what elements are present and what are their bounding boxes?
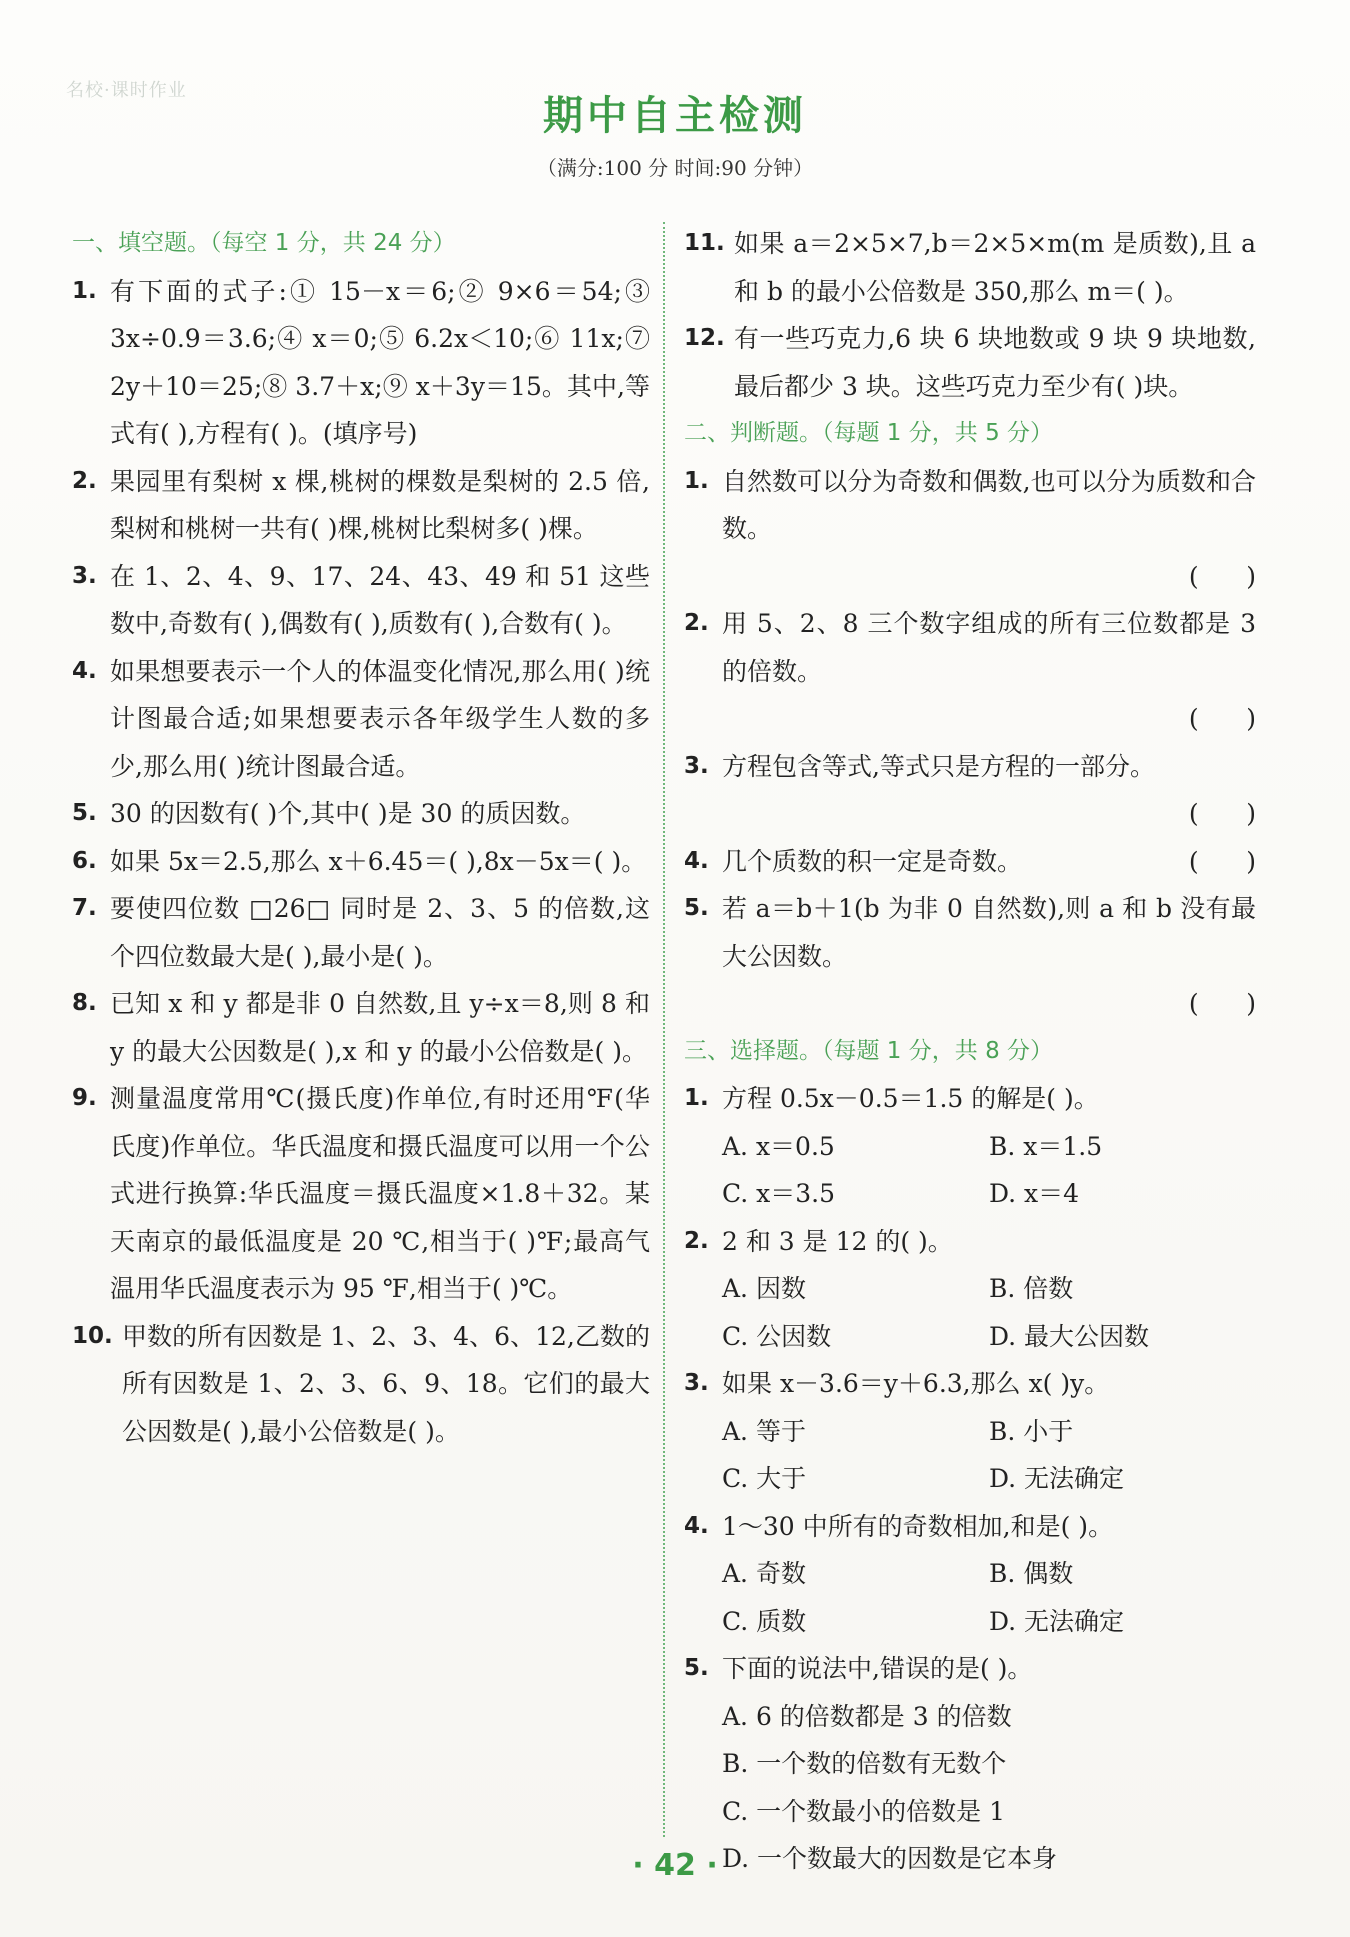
question-text: 如果 x－3.6＝y＋6.3,那么 x( )y。 xyxy=(722,1369,1110,1398)
left-column xyxy=(72,220,650,1455)
question-number: 4. xyxy=(684,847,709,874)
question-text: 甲数的所有因数是 1、2、3、4、6、12,乙数的所有因数是 1、2、3、6、9、18。它们的最大公因数是( ),最小公倍数是( )。 xyxy=(122,1321,650,1446)
judge-question-5 xyxy=(684,885,1256,1028)
option-c[interactable]: C. 大于 xyxy=(722,1464,807,1493)
answer-parentheses[interactable]: ( ) xyxy=(1188,989,1256,1018)
judge-statement: 若 a＝b＋1(b 为非 0 自然数),则 a 和 b 没有最大公因数。 xyxy=(722,894,1256,971)
question-number: 12. xyxy=(684,325,725,351)
choice-question-1 xyxy=(684,1075,1256,1218)
column-divider xyxy=(663,222,665,1837)
page-number: · 42 · xyxy=(632,1848,718,1883)
answer-parentheses[interactable]: ( ) xyxy=(1188,561,1256,591)
question-text: 如果想要表示一个人的体温变化情况,那么用( )统计图最合适;如果想要表示各年级学生人数的多少,那么用( )统计图最合适。 xyxy=(110,656,650,781)
option-a[interactable]: A. x＝0.5 xyxy=(722,1131,835,1161)
section-heading-fill: 一、填空题。（每空 1 分，共 24 分） xyxy=(72,230,456,256)
judge-statement: 用 5、2、8 三个数字组成的所有三位数都是 3 的倍数。 xyxy=(722,609,1256,686)
question-number: 3. xyxy=(72,562,97,589)
choice-question-3 xyxy=(684,1360,1256,1503)
question-number: 7. xyxy=(72,895,97,921)
question-text: 30 的因数有( )个,其中( )是 30 的质因数。 xyxy=(110,799,586,828)
fill-question-6 xyxy=(72,838,650,886)
question-number: 2. xyxy=(684,610,709,636)
option-c[interactable]: C. 公因数 xyxy=(722,1321,832,1351)
question-number: 4. xyxy=(684,1512,709,1539)
page-title: 期中自主检测 xyxy=(543,93,807,139)
option-c[interactable]: C. x＝3.5 xyxy=(722,1179,835,1208)
section-heading-judge: 二、判断题。（每题 1 分，共 5 分） xyxy=(684,420,1054,446)
right-column xyxy=(684,220,1256,1883)
question-text: 方程 0.5x－0.5＝1.5 的解是( )。 xyxy=(722,1084,1099,1113)
question-number: 6. xyxy=(72,847,97,874)
question-number: 8. xyxy=(72,990,97,1016)
question-text xyxy=(722,838,1256,886)
fill-question-8 xyxy=(72,980,650,1075)
question-text: 有一些巧克力,6 块 6 块地数或 9 块 9 块地数,最后都少 3 块。这些巧克力至少有( )块。 xyxy=(734,324,1256,401)
question-text xyxy=(722,743,1256,838)
option-a[interactable]: A. 奇数 xyxy=(722,1559,806,1588)
question-text: 果园里有梨树 x 棵,桃树的棵数是梨树的 2.5 倍,梨树和桃树一共有( )棵,桃树比梨树多( )棵。 xyxy=(110,466,650,543)
question-number: 11. xyxy=(684,230,725,256)
judge-statement: 方程包含等式,等式只是方程的一部分。 xyxy=(722,751,1155,781)
option-d[interactable]: D. 最大公因数 xyxy=(989,1321,1150,1351)
option-b[interactable]: B. 偶数 xyxy=(989,1559,1074,1588)
fill-question-5 xyxy=(72,790,650,838)
option-b[interactable]: B. x＝1.5 xyxy=(989,1131,1103,1161)
question-text: 已知 x 和 y 都是非 0 自然数,且 y÷x＝8,则 8 和 y 的最大公因数是( ),x 和 y 的最小公倍数是( )。 xyxy=(110,989,650,1066)
question-text xyxy=(722,885,1256,1028)
question-text: 有下面的式子:① 15－x＝6;② 9×6＝54;③ 3x÷0.9＝3.6;④ x＝0;⑤ 6.2x＜10;⑥ 11x;⑦ 2y＋10＝25;⑧ 3.7＋x;⑨ x＋3y＝15。其中,等式有( ),方程有( )。(填序号) xyxy=(110,276,650,448)
fill-question-7 xyxy=(72,885,650,980)
option-a[interactable]: A. 等于 xyxy=(722,1416,806,1446)
choice-question-4 xyxy=(684,1503,1256,1646)
answer-parentheses[interactable]: ( ) xyxy=(1188,799,1256,828)
question-text: 1～30 中所有的奇数相加,和是( )。 xyxy=(722,1511,1114,1541)
faint-header: 名校·课时作业 xyxy=(66,80,187,101)
option-b[interactable]: B. 小于 xyxy=(989,1416,1074,1446)
fill-question-3 xyxy=(72,553,650,648)
answer-parentheses[interactable]: ( ) xyxy=(1188,704,1256,733)
fill-question-12 xyxy=(684,315,1256,410)
question-text xyxy=(722,458,1256,601)
question-number: 5. xyxy=(72,800,97,826)
page-subtitle: （满分:100 分 时间:90 分钟） xyxy=(536,156,814,180)
fill-question-1 xyxy=(72,268,650,458)
question-text xyxy=(722,600,1256,743)
question-number: 3. xyxy=(684,1370,709,1396)
question-text: 在 1、2、4、9、17、24、43、49 和 51 这些数中,奇数有( ),偶数有( ),质数有( ),合数有( )。 xyxy=(110,561,650,638)
option-d[interactable]: D. 无法确定 xyxy=(989,1606,1125,1636)
question-number: 1. xyxy=(684,1085,709,1111)
section-heading-choice: 三、选择题。（每题 1 分，共 8 分） xyxy=(684,1037,1054,1064)
judge-statement: 自然数可以分为奇数和偶数,也可以分为质数和合数。 xyxy=(722,466,1256,543)
question-number: 5. xyxy=(684,1655,709,1681)
answer-parentheses[interactable]: ( ) xyxy=(1188,846,1256,876)
question-text: 如果 a＝2×5×7,b＝2×5×m(m 是质数),且 a 和 b 的最小公倍数是 350,那么 m＝( )。 xyxy=(734,229,1256,306)
question-number: 10. xyxy=(72,1322,113,1349)
question-number: 2. xyxy=(684,1227,709,1254)
question-text: 2 和 3 是 12 的( )。 xyxy=(722,1226,953,1256)
option-c[interactable]: C. 质数 xyxy=(722,1606,807,1636)
choice-question-5 xyxy=(684,1645,1256,1883)
question-number: 9. xyxy=(72,1085,97,1111)
question-text: 下面的说法中,错误的是( )。 xyxy=(722,1654,1033,1683)
judge-question-2 xyxy=(684,600,1256,743)
option-d[interactable]: D. x＝4 xyxy=(989,1179,1080,1208)
option-a[interactable]: A. 因数 xyxy=(722,1274,806,1303)
question-text: 测量温度常用℃(摄氏度)作单位,有时还用℉(华氏度)作单位。华氏温度和摄氏温度可以用一个公式进行换算:华氏温度＝摄氏温度×1.8＋32。某天南京的最低温度是 20 ℃,相当于( )℉;最高气温用华氏温度表示为 95 ℉,相当于( )℃。 xyxy=(110,1084,650,1303)
question-text: 要使四位数 □26□ 同时是 2、3、5 的倍数,这个四位数最大是( ),最小是( )。 xyxy=(110,894,650,971)
question-number: 3. xyxy=(684,752,709,779)
question-text: 如果 5x＝2.5,那么 x＋6.45＝( ),8x－5x＝( )。 xyxy=(110,846,647,876)
judge-question-3 xyxy=(684,743,1256,838)
fill-question-10 xyxy=(72,1313,650,1456)
fill-question-9 xyxy=(72,1075,650,1313)
judge-statement: 几个质数的积一定是奇数。 xyxy=(722,846,1023,876)
judge-question-1 xyxy=(684,458,1256,601)
option-c[interactable]: C. 一个数最小的倍数是 1 xyxy=(722,1796,1005,1826)
question-number: 2. xyxy=(72,467,97,494)
option-d[interactable]: D. 一个数最大的因数是它本身 xyxy=(722,1844,1058,1873)
option-d[interactable]: D. 无法确定 xyxy=(989,1464,1125,1493)
fill-question-2 xyxy=(72,458,650,553)
fill-question-4 xyxy=(72,648,650,791)
question-number: 1. xyxy=(72,277,97,304)
question-number: 5. xyxy=(684,895,709,921)
fill-question-11 xyxy=(684,220,1256,315)
option-b[interactable]: B. 倍数 xyxy=(989,1274,1074,1303)
judge-question-4 xyxy=(684,838,1256,886)
option-a[interactable]: A. 6 的倍数都是 3 的倍数 xyxy=(722,1701,1012,1731)
question-number: 4. xyxy=(72,657,97,684)
question-number: 1. xyxy=(684,467,709,494)
choice-question-2 xyxy=(684,1218,1256,1361)
option-b[interactable]: B. 一个数的倍数有无数个 xyxy=(722,1749,1007,1778)
